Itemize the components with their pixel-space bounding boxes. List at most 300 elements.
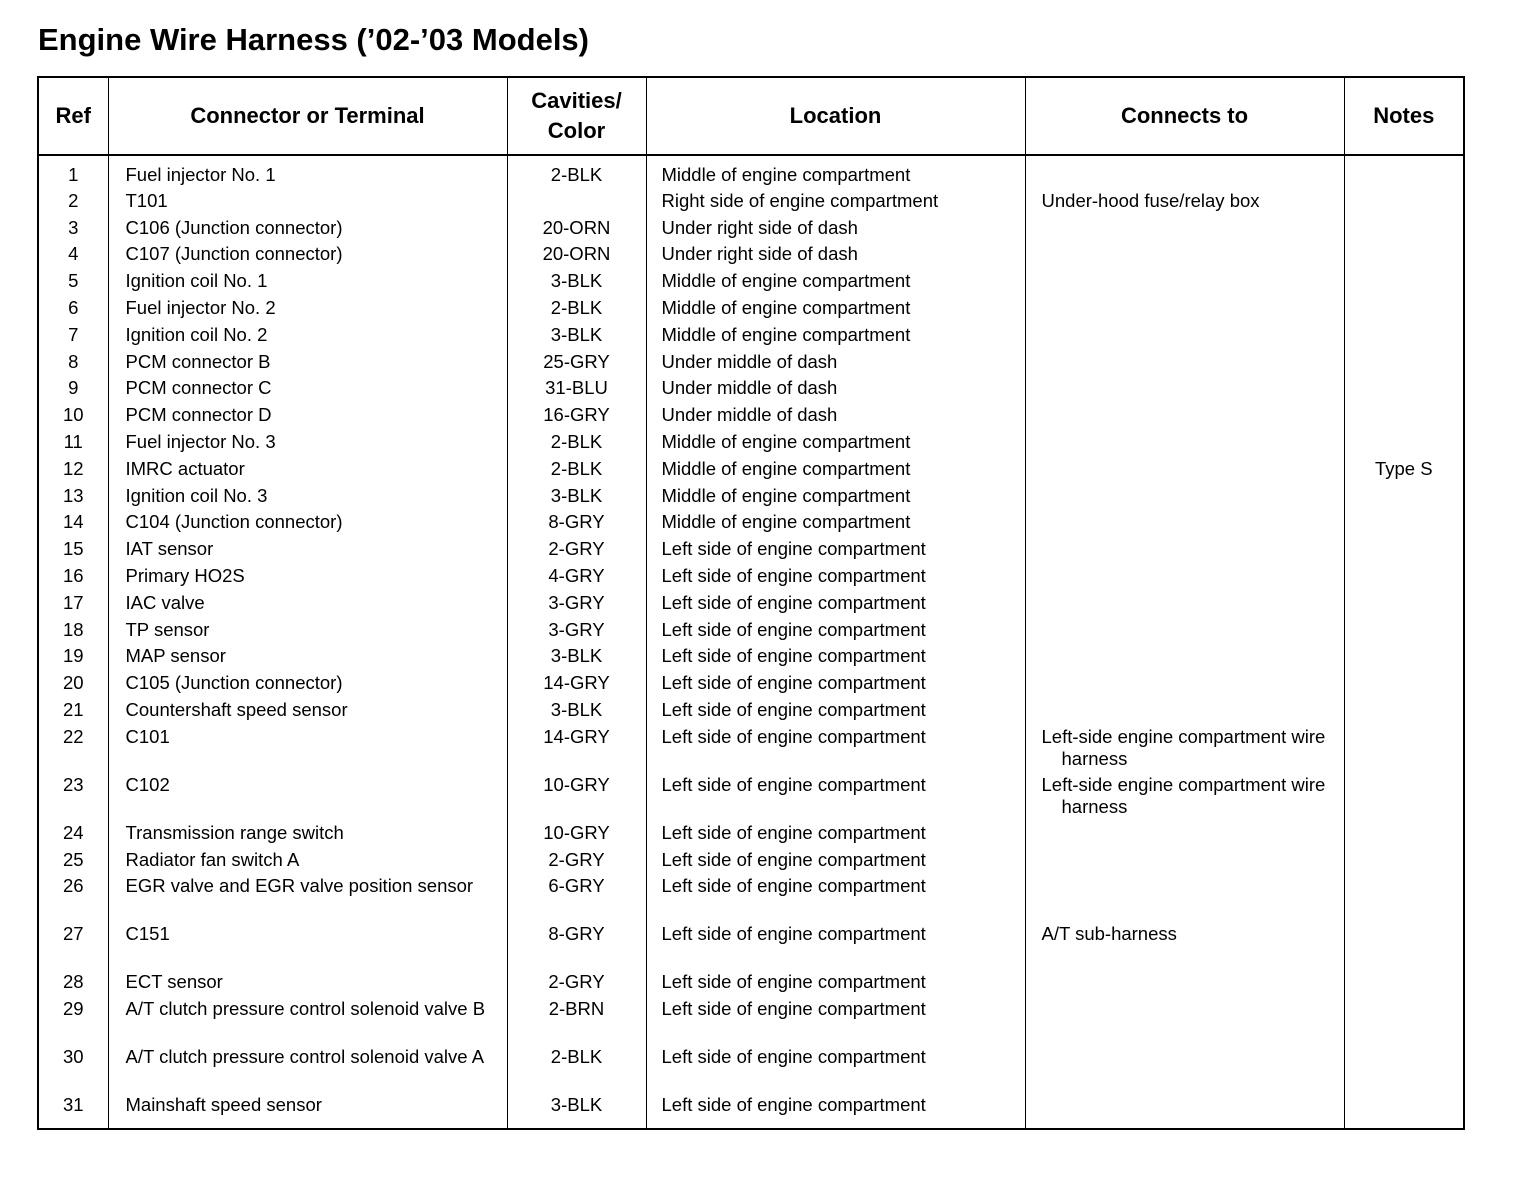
cell-connector: [108, 1046, 507, 1094]
cell-location-text: Left side of engine compartment: [661, 848, 926, 870]
cell-connects-to: [1025, 645, 1344, 672]
cell-connector-text: C106 (Junction connector): [125, 216, 343, 238]
table-header: [38, 77, 1464, 155]
cell-connector: [108, 774, 507, 822]
cell-ref-text: 13: [62, 484, 84, 506]
header-cavities-line1: Cavities/: [531, 88, 622, 113]
cell-cavities: [507, 726, 646, 774]
cell-notes: [1344, 351, 1464, 378]
cell-notes: [1344, 538, 1464, 565]
cell-notes: [1344, 270, 1464, 297]
cell-location: [646, 592, 1025, 619]
cell-connects-to: [1025, 538, 1344, 565]
cell-connects-to: [1025, 431, 1344, 458]
cell-connector-text: MAP sensor: [125, 645, 226, 667]
engine-harness-table: [37, 76, 1465, 1130]
cell-location: [646, 774, 1025, 822]
cell-location-text: Left side of engine compartment: [661, 998, 926, 1020]
cell-connector-text: IMRC actuator: [125, 457, 245, 479]
cell-cavities: [507, 672, 646, 699]
header-cavities: [507, 77, 646, 155]
cell-notes: [1344, 377, 1464, 404]
cell-connector-text: Fuel injector No. 2: [125, 296, 276, 318]
cell-notes: [1344, 592, 1464, 619]
cell-location: [646, 511, 1025, 538]
cell-ref: [38, 875, 108, 923]
cell-connector: [108, 971, 507, 998]
cell-ref-text: 9: [68, 377, 79, 399]
cell-connects-to: [1025, 1046, 1344, 1094]
cell-connects-to: [1025, 217, 1344, 244]
cell-ref: [38, 1046, 108, 1094]
cell-location: [646, 485, 1025, 512]
cell-ref-text: 20: [62, 672, 84, 694]
cell-cavities: [507, 511, 646, 538]
table-row: [38, 971, 1464, 998]
cell-connector-text: Ignition coil No. 2: [125, 323, 268, 345]
table-row: [38, 351, 1464, 378]
cell-cavities-text: 2-GRY: [548, 538, 605, 560]
cell-connector: [108, 672, 507, 699]
cell-notes: [1344, 875, 1464, 923]
cell-cavities: [507, 324, 646, 351]
cell-ref-text: 14: [62, 511, 84, 533]
cell-connector: [108, 699, 507, 726]
cell-ref-text: 23: [62, 773, 84, 795]
cell-location-text: Under middle of dash: [661, 404, 838, 426]
cell-location: [646, 155, 1025, 190]
cell-connects-to: [1025, 485, 1344, 512]
cell-notes: [1344, 849, 1464, 876]
cell-connector-text: Countershaft speed sensor: [125, 698, 348, 720]
cell-notes: [1344, 971, 1464, 998]
cell-location-text: Left side of engine compartment: [661, 773, 926, 795]
cell-connects-to: [1025, 672, 1344, 699]
cell-connector: [108, 190, 507, 217]
cell-location: [646, 270, 1025, 297]
cell-cavities-text: 2-BLK: [550, 296, 603, 318]
cell-location: [646, 565, 1025, 592]
cell-notes: [1344, 998, 1464, 1046]
cell-cavities: [507, 155, 646, 190]
cell-notes: [1344, 511, 1464, 538]
header-connects-to: Connects to: [1025, 77, 1344, 155]
cell-ref: [38, 485, 108, 512]
cell-cavities-text: 25-GRY: [543, 350, 610, 372]
cell-location: [646, 645, 1025, 672]
table-row: [38, 672, 1464, 699]
cell-location: [646, 190, 1025, 217]
table-row: [38, 297, 1464, 324]
cell-connector: [108, 923, 507, 971]
cell-ref: [38, 190, 108, 217]
cell-location: [646, 297, 1025, 324]
table-row: [38, 645, 1464, 672]
cell-ref: [38, 774, 108, 822]
cell-ref-text: 8: [68, 350, 79, 372]
cell-ref-text: 10: [62, 404, 84, 426]
cell-notes: [1344, 645, 1464, 672]
cell-connector: [108, 270, 507, 297]
cell-ref-text: 5: [68, 270, 79, 292]
cell-cavities: [507, 297, 646, 324]
cell-ref: [38, 511, 108, 538]
cell-connector: [108, 565, 507, 592]
cell-cavities: [507, 190, 646, 217]
cell-location: [646, 998, 1025, 1046]
cell-cavities: [507, 619, 646, 646]
table-row: [38, 998, 1464, 1046]
cell-connector-text: C101: [125, 725, 170, 747]
cell-connector: [108, 377, 507, 404]
cell-connects-to-text: Left-side engine compartment wire harness: [1041, 773, 1326, 817]
header-ref: Ref: [38, 77, 108, 155]
table-row: [38, 565, 1464, 592]
cell-location-text: Under middle of dash: [661, 377, 838, 399]
cell-location: [646, 849, 1025, 876]
cell-notes: [1344, 217, 1464, 244]
table-row: [38, 619, 1464, 646]
cell-cavities: [507, 351, 646, 378]
table-row: [38, 217, 1464, 244]
cell-cavities: [507, 377, 646, 404]
cell-location: [646, 726, 1025, 774]
cell-connector-text: Fuel injector No. 1: [125, 164, 276, 185]
cell-cavities-text: 6-GRY: [548, 875, 605, 897]
cell-connector-text: ECT sensor: [125, 971, 223, 993]
cell-connector-text: EGR valve and EGR valve position sensor: [125, 875, 474, 897]
cell-location: [646, 404, 1025, 431]
cell-location: [646, 971, 1025, 998]
cell-ref: [38, 431, 108, 458]
cell-ref-text: 26: [62, 875, 84, 897]
header-location: Location: [646, 77, 1025, 155]
cell-ref: [38, 672, 108, 699]
cell-ref: [38, 217, 108, 244]
table-row: [38, 458, 1464, 485]
cell-cavities: [507, 592, 646, 619]
cell-cavities-text: 20-ORN: [542, 243, 611, 265]
cell-location-text: Middle of engine compartment: [661, 511, 911, 533]
cell-cavities: [507, 404, 646, 431]
cell-cavities-text: 2-GRY: [548, 971, 605, 993]
cell-cavities-text: 2-BRN: [548, 998, 605, 1020]
cell-ref-text: 21: [62, 698, 84, 720]
cell-connector-text: T101: [125, 189, 168, 211]
cell-connects-to: [1025, 971, 1344, 998]
cell-connector-text: A/T clutch pressure control solenoid valve A: [125, 1046, 485, 1068]
cell-cavities-text: 14-GRY: [543, 672, 610, 694]
cell-location-text: Middle of engine compartment: [661, 484, 911, 506]
header-cavities-line2: Color: [547, 118, 606, 143]
cell-ref-text: 29: [62, 998, 84, 1020]
table-body: [38, 155, 1464, 1129]
cell-connector-text: Radiator fan switch A: [125, 848, 300, 870]
cell-notes: [1344, 155, 1464, 190]
cell-location-text: Left side of engine compartment: [661, 1094, 926, 1116]
cell-notes: [1344, 619, 1464, 646]
cell-connector-text: PCM connector C: [125, 377, 272, 399]
cell-connects-to: [1025, 243, 1344, 270]
cell-notes: [1344, 190, 1464, 217]
cell-ref-text: 11: [63, 430, 83, 452]
cell-notes: [1344, 699, 1464, 726]
cell-ref: [38, 592, 108, 619]
cell-ref: [38, 1094, 108, 1129]
cell-notes: [1344, 458, 1464, 485]
cell-ref: [38, 538, 108, 565]
cell-location-text: Middle of engine compartment: [661, 430, 911, 452]
cell-connector-text: Ignition coil No. 1: [125, 270, 268, 292]
table-row: [38, 1094, 1464, 1129]
cell-ref: [38, 270, 108, 297]
table-row: [38, 270, 1464, 297]
table-row: [38, 155, 1464, 190]
table-row: [38, 538, 1464, 565]
cell-connects-to: [1025, 324, 1344, 351]
cell-cavities: [507, 270, 646, 297]
cell-location: [646, 619, 1025, 646]
cell-cavities: [507, 431, 646, 458]
cell-location: [646, 923, 1025, 971]
cell-connects-to-text: Under-hood fuse/relay box: [1041, 189, 1260, 211]
cell-connects-to: [1025, 592, 1344, 619]
table-row: [38, 1046, 1464, 1094]
cell-location: [646, 324, 1025, 351]
cell-location-text: Right side of engine compartment: [661, 189, 939, 211]
cell-ref: [38, 297, 108, 324]
cell-ref-text: 15: [62, 538, 84, 560]
cell-cavities-text: 8-GRY: [548, 923, 605, 945]
table-row: [38, 774, 1464, 822]
cell-ref-text: 18: [62, 618, 84, 640]
table-row: [38, 431, 1464, 458]
table-row: [38, 190, 1464, 217]
cell-connector-text: Ignition coil No. 3: [125, 484, 268, 506]
cell-connects-to: [1025, 404, 1344, 431]
cell-connector-text: Transmission range switch: [125, 821, 344, 843]
cell-connects-to: [1025, 998, 1344, 1046]
cell-connector-text: Fuel injector No. 3: [125, 430, 276, 452]
cell-location: [646, 377, 1025, 404]
cell-ref-text: 27: [62, 923, 84, 945]
cell-ref: [38, 998, 108, 1046]
cell-cavities: [507, 822, 646, 849]
cell-cavities-text: 16-GRY: [543, 404, 610, 426]
cell-connects-to: [1025, 458, 1344, 485]
cell-cavities: [507, 1094, 646, 1129]
cell-ref-text: 1: [68, 164, 79, 185]
cell-connector: [108, 511, 507, 538]
cell-cavities: [507, 923, 646, 971]
cell-connector-text: C104 (Junction connector): [125, 511, 343, 533]
table-row: [38, 485, 1464, 512]
cell-ref-text: 24: [62, 821, 84, 843]
table-row: [38, 377, 1464, 404]
cell-ref: [38, 377, 108, 404]
cell-location: [646, 875, 1025, 923]
cell-location: [646, 699, 1025, 726]
cell-ref: [38, 923, 108, 971]
cell-connector-text: PCM connector D: [125, 404, 272, 426]
cell-connector: [108, 592, 507, 619]
cell-location-text: Middle of engine compartment: [661, 323, 911, 345]
cell-location: [646, 217, 1025, 244]
cell-location-text: Left side of engine compartment: [661, 672, 926, 694]
cell-location-text: Left side of engine compartment: [661, 725, 926, 747]
cell-location: [646, 351, 1025, 378]
cell-location-text: Middle of engine compartment: [661, 164, 911, 185]
cell-location: [646, 672, 1025, 699]
cell-connector: [108, 485, 507, 512]
cell-ref: [38, 849, 108, 876]
cell-ref-text: 12: [62, 457, 84, 479]
cell-cavities: [507, 699, 646, 726]
table-row: [38, 726, 1464, 774]
cell-notes-text: Type S: [1374, 457, 1433, 479]
cell-cavities-text: 4-GRY: [548, 564, 605, 586]
table-row: [38, 875, 1464, 923]
cell-connects-to: [1025, 822, 1344, 849]
cell-connector: [108, 155, 507, 190]
cell-connector-text: PCM connector B: [125, 350, 271, 372]
cell-connector: [108, 243, 507, 270]
table-row: [38, 923, 1464, 971]
cell-connector-text: C151: [125, 923, 170, 945]
cell-location-text: Left side of engine compartment: [661, 618, 926, 640]
cell-cavities-text: 10-GRY: [543, 821, 610, 843]
cell-ref: [38, 155, 108, 190]
table-row: [38, 699, 1464, 726]
cell-ref: [38, 243, 108, 270]
cell-cavities: [507, 217, 646, 244]
cell-cavities-text: 2-BLK: [550, 430, 603, 452]
cell-ref: [38, 565, 108, 592]
cell-connector: [108, 822, 507, 849]
cell-cavities: [507, 243, 646, 270]
cell-cavities-text: 8-GRY: [548, 511, 605, 533]
cell-connects-to: [1025, 875, 1344, 923]
cell-connector-text: Mainshaft speed sensor: [125, 1094, 322, 1116]
cell-connector-text: A/T clutch pressure control solenoid valve B: [125, 998, 486, 1020]
cell-connector: [108, 404, 507, 431]
cell-notes: [1344, 431, 1464, 458]
header-notes: Notes: [1344, 77, 1464, 155]
page-title: Engine Wire Harness (’02-’03 Models): [38, 22, 589, 57]
cell-connector: [108, 998, 507, 1046]
cell-cavities-text: 2-BLK: [550, 1046, 603, 1068]
cell-ref-text: 16: [62, 564, 84, 586]
cell-connector: [108, 458, 507, 485]
table-row: [38, 511, 1464, 538]
table-row: [38, 324, 1464, 351]
cell-connects-to: [1025, 699, 1344, 726]
cell-connects-to: [1025, 849, 1344, 876]
cell-cavities: [507, 485, 646, 512]
cell-ref: [38, 324, 108, 351]
cell-cavities-text: 2-BLK: [550, 164, 603, 185]
cell-connector-text: C102: [125, 773, 170, 795]
cell-notes: [1344, 1094, 1464, 1129]
cell-ref: [38, 822, 108, 849]
cell-cavities: [507, 875, 646, 923]
cell-connector-text: C107 (Junction connector): [125, 243, 343, 265]
cell-location-text: Under middle of dash: [661, 350, 838, 372]
cell-location-text: Left side of engine compartment: [661, 821, 926, 843]
cell-location-text: Under right side of dash: [661, 216, 858, 238]
cell-connects-to-text: Left-side engine compartment wire harness: [1041, 725, 1326, 769]
cell-location-text: Middle of engine compartment: [661, 457, 911, 479]
cell-notes: [1344, 297, 1464, 324]
cell-cavities-text: 3-BLK: [550, 698, 603, 720]
cell-location: [646, 822, 1025, 849]
cell-cavities-text: 31-BLU: [545, 377, 608, 399]
header-connector: Connector or Terminal: [108, 77, 507, 155]
cell-connector-text: Primary HO2S: [125, 564, 245, 586]
cell-location-text: Under right side of dash: [661, 243, 858, 265]
cell-location-text: Left side of engine compartment: [661, 564, 926, 586]
cell-connects-to: [1025, 190, 1344, 217]
cell-ref-text: 22: [62, 725, 84, 747]
cell-notes: [1344, 243, 1464, 270]
cell-connector: [108, 324, 507, 351]
cell-connects-to: [1025, 726, 1344, 774]
cell-notes: [1344, 565, 1464, 592]
cell-cavities-text: 3-GRY: [548, 591, 605, 613]
cell-cavities-text: 3-GRY: [548, 618, 605, 640]
cell-connector: [108, 619, 507, 646]
cell-connector: [108, 297, 507, 324]
cell-connects-to: [1025, 155, 1344, 190]
cell-location: [646, 538, 1025, 565]
cell-cavities: [507, 458, 646, 485]
cell-connector: [108, 849, 507, 876]
cell-connector: [108, 217, 507, 244]
table-row: [38, 243, 1464, 270]
cell-ref-text: 19: [62, 645, 84, 667]
cell-cavities: [507, 849, 646, 876]
table-row: [38, 822, 1464, 849]
cell-cavities: [507, 998, 646, 1046]
cell-cavities-text: 3-BLK: [550, 484, 603, 506]
cell-connector-text: TP sensor: [125, 618, 210, 640]
cell-connects-to: [1025, 297, 1344, 324]
cell-cavities-text: 14-GRY: [543, 725, 610, 747]
cell-cavities: [507, 645, 646, 672]
cell-cavities: [507, 774, 646, 822]
cell-location-text: Middle of engine compartment: [661, 270, 911, 292]
cell-cavities-text: 20-ORN: [542, 216, 611, 238]
cell-location-text: Left side of engine compartment: [661, 1046, 926, 1068]
cell-notes: [1344, 485, 1464, 512]
cell-notes: [1344, 923, 1464, 971]
cell-ref-text: 4: [68, 243, 79, 265]
cell-connects-to-text: A/T sub-harness: [1041, 923, 1177, 945]
cell-location-text: Left side of engine compartment: [661, 698, 926, 720]
cell-ref-text: 25: [62, 848, 84, 870]
cell-connects-to: [1025, 565, 1344, 592]
cell-location: [646, 458, 1025, 485]
cell-connector: [108, 431, 507, 458]
cell-location-text: Left side of engine compartment: [661, 971, 926, 993]
cell-connects-to: [1025, 511, 1344, 538]
cell-connector: [108, 875, 507, 923]
cell-connects-to: [1025, 774, 1344, 822]
cell-connects-to: [1025, 619, 1344, 646]
table-row: [38, 849, 1464, 876]
cell-ref: [38, 645, 108, 672]
cell-ref-text: 7: [68, 323, 79, 345]
